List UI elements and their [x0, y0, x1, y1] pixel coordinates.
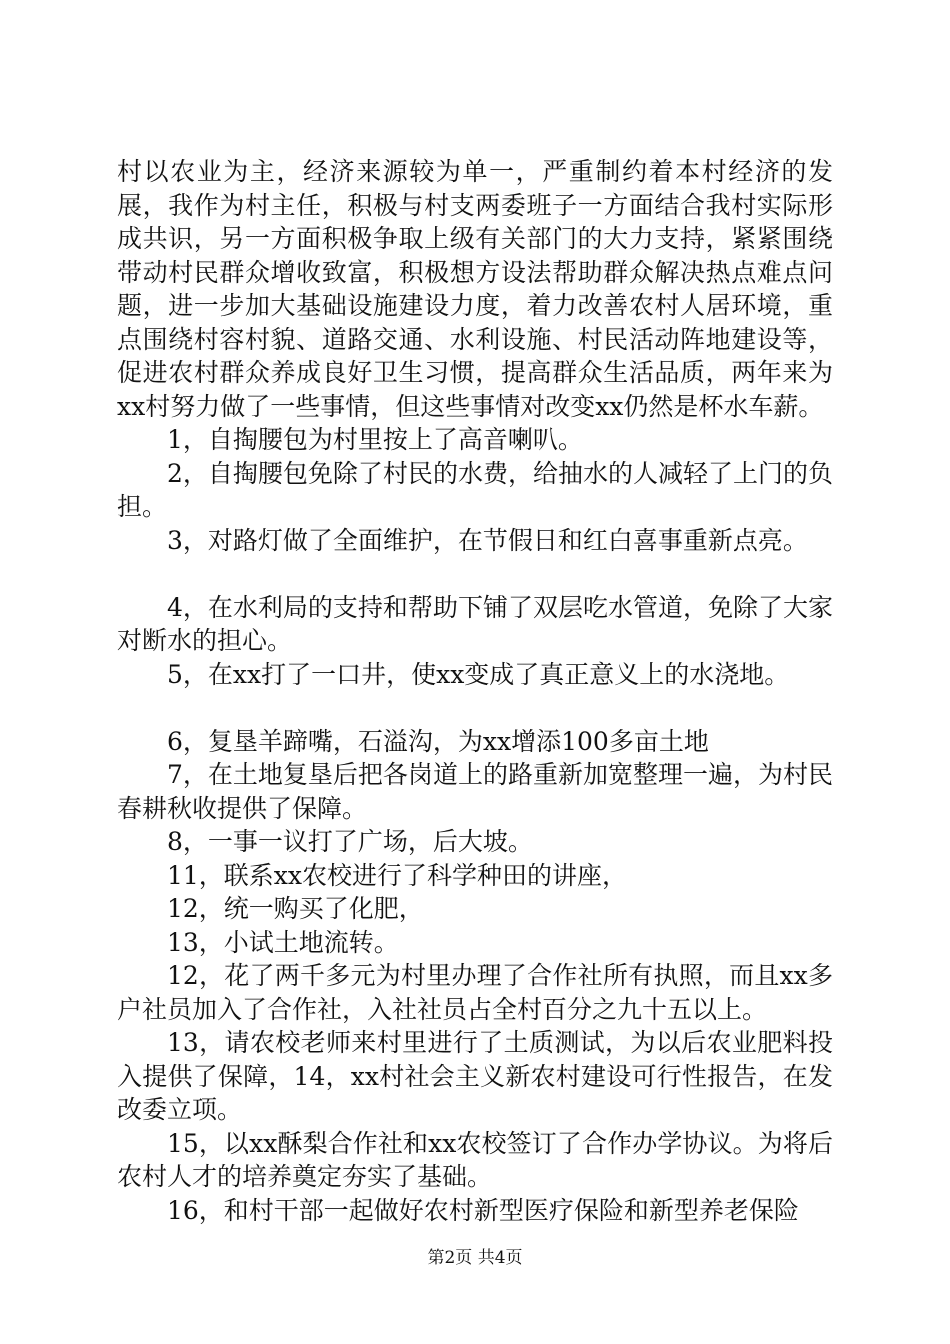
- list-item-4: 4，在水利局的支持和帮助下铺了双层吃水管道，免除了大家对断水的担心。: [117, 592, 833, 655]
- list-item-2: 2，自掏腰包免除了村民的水费，给抽水的人减轻了上门的负担。: [117, 458, 833, 521]
- list-item-1: 1，自掏腰包为村里按上了高音喇叭。: [167, 425, 583, 454]
- list-item-3: 3，对路灯做了全面维护，在节假日和红白喜事重新点亮。: [167, 525, 808, 555]
- paragraph-intro: 村以农业为主，经济来源较为单一，严重制约着本村经济的发展，我作为村主任，积极与村支两委班子一方面结合我村实际形成共识，另一方面积极争取上级有关部门的大力支持，紧紧围绕带动村民群众增收致富，积极想方设法帮助群众解决热点难点问题，进一步加大基础设施建设力度，着力改善农村人居环境，重点围绕村容村貌、道路交通、水利设施、村民活动阵地建设等，促进农村群众养成良好卫生习惯，提高群众生活品质，两年来为xx村努力做了一些事情，但这些事情对改变xx仍然是杯水车薪。: [117, 157, 833, 421]
- list-item-13b: 13，请农校老师来村里进行了土质测试，为以后农业肥料投入提供了保障，14，xx村社会主义新农村建设可行性报告，在发改委立项。: [117, 1028, 833, 1124]
- list-item-13a: 13，小试土地流转。: [167, 927, 399, 957]
- list-item-12a: 12，统一购买了化肥，: [167, 894, 424, 923]
- list-item-7: 7，在土地复垦后把各岗道上的路重新加宽整理一遍，为村民春耕秋收提供了保障。: [117, 760, 833, 823]
- list-item-16: 16，和村干部一起做好农村新型医疗保险和新型养老保险: [167, 1195, 799, 1225]
- list-item-5: 5，在xx打了一口井，使xx变成了真正意义上的水浇地。: [167, 659, 790, 689]
- page-footer: 第2页 共4页: [427, 1248, 523, 1268]
- list-item-12b: 12，花了两千多元为村里办理了合作社所有执照，而且xx多户社员加入了合作社，入社社员占全村百分之九十五以上。: [117, 961, 833, 1024]
- blank-line: [117, 557, 833, 591]
- list-item-11: 11，联系xx农校进行了科学种田的讲座，: [167, 860, 628, 890]
- blank-line: [117, 691, 833, 725]
- list-item-6: 6，复垦羊蹄嘴，石溢沟，为xx增添100多亩土地: [167, 726, 709, 756]
- document-body: [117, 155, 833, 1227]
- list-item-8: 8，一事一议打了广场，后大坡。: [167, 827, 533, 856]
- list-item-15: 15，以xx酥梨合作社和xx农校签订了合作办学协议。为将后农村人才的培养奠定夯实了基础。: [117, 1128, 833, 1191]
